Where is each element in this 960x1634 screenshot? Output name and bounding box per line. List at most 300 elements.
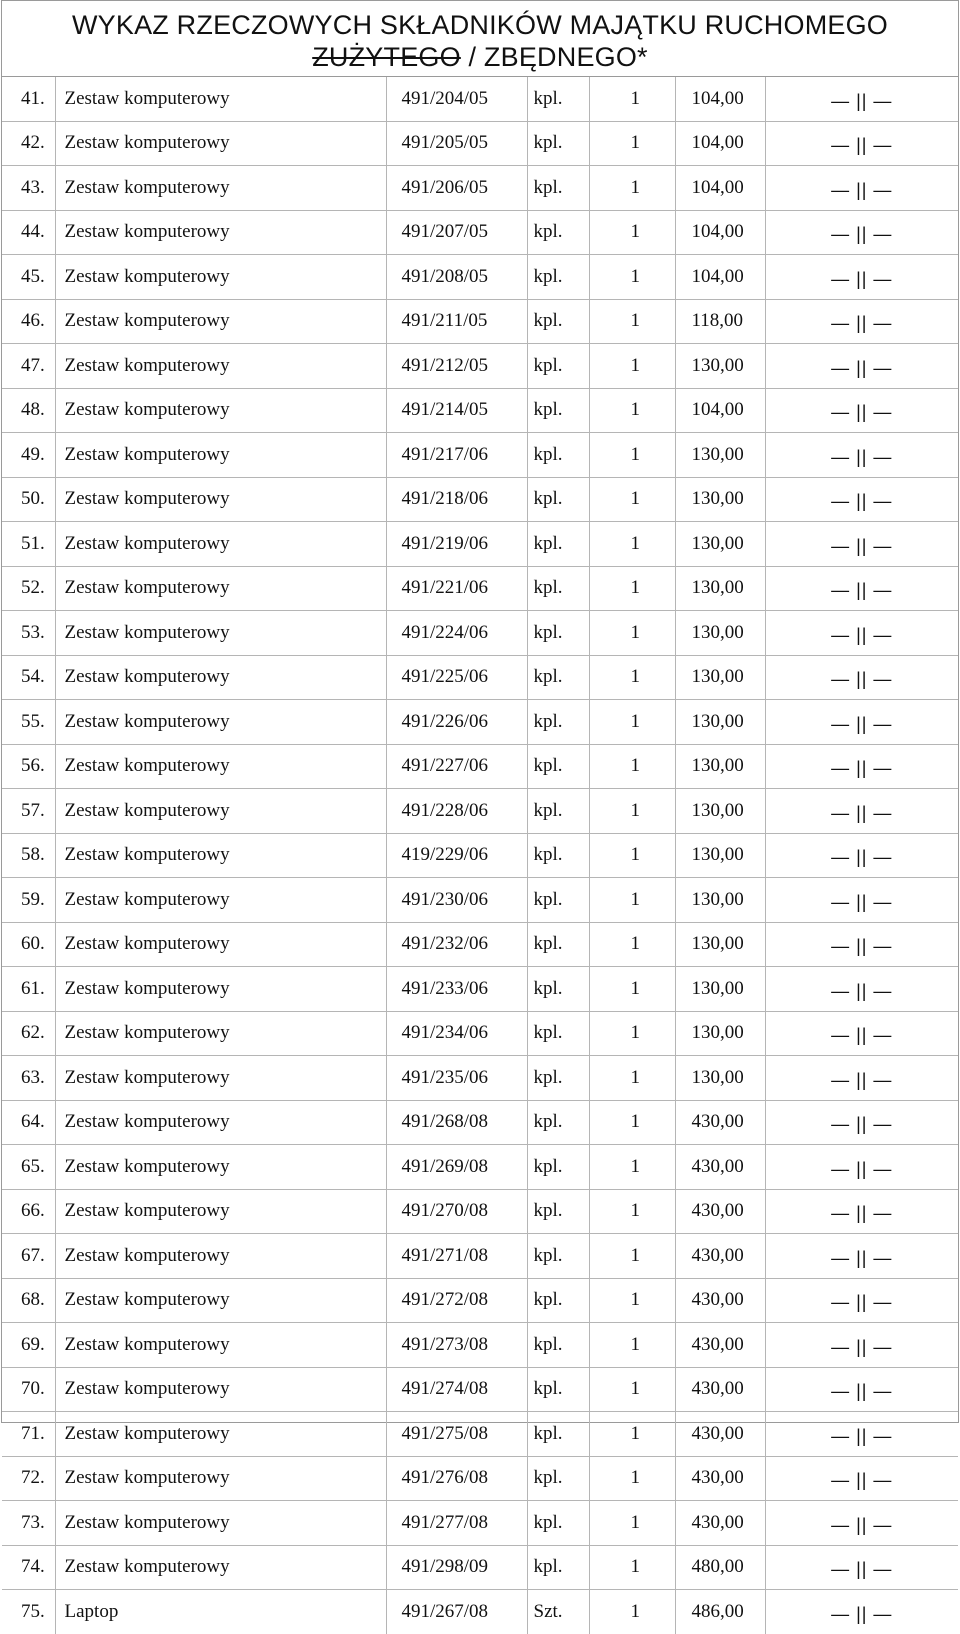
quantity: 1 (589, 1278, 675, 1323)
ditto-cell (765, 655, 958, 700)
table-row (2, 1189, 958, 1234)
table-row (2, 1145, 958, 1190)
item-value: 430,00 (675, 1501, 765, 1546)
document-title: WYKAZ RZECZOWYCH SKŁADNIKÓW MAJĄTKU RUCHOMEGO (71, 10, 889, 40)
table-row (2, 433, 958, 478)
ditto-mark: — || — (831, 179, 893, 200)
ditto-mark: — || — (831, 357, 893, 378)
row-number: 68. (2, 1278, 55, 1323)
ditto-cell (765, 1412, 958, 1457)
item-value: 104,00 (675, 388, 765, 433)
row-number: 46. (2, 299, 55, 344)
ditto-mark: — || — (831, 1025, 893, 1046)
ditto-cell (765, 1100, 958, 1145)
ditto-mark: — || — (831, 491, 893, 512)
item-name: Zestaw komputerowy (55, 922, 386, 967)
item-name: Zestaw komputerowy (55, 1100, 386, 1145)
unit-of-measure: kpl. (527, 388, 589, 433)
unit-of-measure: kpl. (527, 433, 589, 478)
inventory-number: 491/273/08 (386, 1323, 527, 1368)
ditto-cell (765, 922, 958, 967)
item-name: Zestaw komputerowy (55, 1456, 386, 1501)
table-row (2, 1456, 958, 1501)
item-name: Zestaw komputerowy (55, 1234, 386, 1279)
table-row (2, 255, 958, 300)
table-row (2, 1367, 958, 1412)
table-row (2, 1501, 958, 1546)
quantity: 1 (589, 922, 675, 967)
ditto-cell (765, 1456, 958, 1501)
table-row (2, 210, 958, 255)
unit-of-measure: kpl. (527, 1412, 589, 1457)
ditto-cell (765, 388, 958, 433)
unit-of-measure: kpl. (527, 77, 589, 121)
inventory-number: 491/211/05 (386, 299, 527, 344)
inventory-number: 491/232/06 (386, 922, 527, 967)
ditto-cell (765, 967, 958, 1012)
item-value: 130,00 (675, 566, 765, 611)
row-number: 56. (2, 744, 55, 789)
item-name: Zestaw komputerowy (55, 566, 386, 611)
inventory-number: 491/208/05 (386, 255, 527, 300)
ditto-cell (765, 1145, 958, 1190)
ditto-cell (765, 700, 958, 745)
item-name: Zestaw komputerowy (55, 789, 386, 834)
item-value: 130,00 (675, 611, 765, 656)
ditto-cell (765, 166, 958, 211)
ditto-mark: — || — (831, 1203, 893, 1224)
inventory-number: 491/298/09 (386, 1545, 527, 1590)
unit-of-measure: kpl. (527, 1011, 589, 1056)
unit-of-measure: kpl. (527, 1056, 589, 1101)
ditto-cell (765, 1011, 958, 1056)
item-name: Zestaw komputerowy (55, 121, 386, 166)
row-number: 72. (2, 1456, 55, 1501)
item-name: Zestaw komputerowy (55, 255, 386, 300)
item-value: 480,00 (675, 1545, 765, 1590)
item-name: Zestaw komputerowy (55, 1145, 386, 1190)
ditto-mark: — || — (831, 847, 893, 868)
ditto-cell (765, 1367, 958, 1412)
quantity: 1 (589, 121, 675, 166)
quantity: 1 (589, 700, 675, 745)
inventory-number: 491/234/06 (386, 1011, 527, 1056)
unit-of-measure: kpl. (527, 789, 589, 834)
ditto-cell (765, 1234, 958, 1279)
row-number: 74. (2, 1545, 55, 1590)
item-value: 130,00 (675, 878, 765, 923)
unit-of-measure: kpl. (527, 121, 589, 166)
item-value: 130,00 (675, 344, 765, 389)
quantity: 1 (589, 210, 675, 255)
unit-of-measure: kpl. (527, 1278, 589, 1323)
table-row (2, 1590, 958, 1634)
inventory-number: 491/267/08 (386, 1590, 527, 1634)
row-number: 64. (2, 1100, 55, 1145)
inventory-number: 491/214/05 (386, 388, 527, 433)
inventory-number: 491/225/06 (386, 655, 527, 700)
inventory-number: 491/205/05 (386, 121, 527, 166)
ditto-mark: — || — (831, 224, 893, 245)
item-name: Zestaw komputerowy (55, 1412, 386, 1457)
row-number: 71. (2, 1412, 55, 1457)
inventory-number: 491/235/06 (386, 1056, 527, 1101)
item-value: 104,00 (675, 77, 765, 121)
unit-of-measure: kpl. (527, 611, 589, 656)
ditto-cell (765, 299, 958, 344)
row-number: 65. (2, 1145, 55, 1190)
ditto-cell (765, 433, 958, 478)
table-row (2, 1011, 958, 1056)
item-name: Zestaw komputerowy (55, 166, 386, 211)
asset-table-body (2, 77, 958, 1634)
ditto-cell (765, 344, 958, 389)
quantity: 1 (589, 388, 675, 433)
inventory-number: 491/233/06 (386, 967, 527, 1012)
ditto-cell (765, 1545, 958, 1590)
table-row (2, 522, 958, 567)
unit-of-measure: kpl. (527, 922, 589, 967)
item-name: Zestaw komputerowy (55, 1189, 386, 1234)
table-row (2, 789, 958, 834)
item-value: 430,00 (675, 1145, 765, 1190)
row-number: 47. (2, 344, 55, 389)
unit-of-measure: kpl. (527, 299, 589, 344)
ditto-mark: — || — (831, 1292, 893, 1313)
item-value: 430,00 (675, 1323, 765, 1368)
unit-of-measure: kpl. (527, 344, 589, 389)
ditto-mark: — || — (831, 1603, 893, 1624)
ditto-cell (765, 1189, 958, 1234)
inventory-number: 491/228/06 (386, 789, 527, 834)
unit-of-measure: kpl. (527, 477, 589, 522)
row-number: 67. (2, 1234, 55, 1279)
item-value: 430,00 (675, 1456, 765, 1501)
quantity: 1 (589, 655, 675, 700)
item-name: Zestaw komputerowy (55, 833, 386, 878)
row-number: 55. (2, 700, 55, 745)
inventory-number: 491/270/08 (386, 1189, 527, 1234)
ditto-mark: — || — (831, 1514, 893, 1535)
inventory-number: 491/217/06 (386, 433, 527, 478)
inventory-number: 491/268/08 (386, 1100, 527, 1145)
item-value: 104,00 (675, 121, 765, 166)
row-number: 51. (2, 522, 55, 567)
quantity: 1 (589, 1145, 675, 1190)
ditto-cell (765, 522, 958, 567)
row-number: 43. (2, 166, 55, 211)
struck-word: ZUŻYTEGO (312, 42, 461, 72)
ditto-mark: — || — (831, 713, 893, 734)
quantity: 1 (589, 611, 675, 656)
quantity: 1 (589, 1412, 675, 1457)
row-number: 45. (2, 255, 55, 300)
item-value: 130,00 (675, 1011, 765, 1056)
table-row (2, 1323, 958, 1368)
ditto-mark: — || — (831, 891, 893, 912)
subtitle-rest: / ZBĘDNEGO* (460, 42, 648, 72)
quantity: 1 (589, 477, 675, 522)
inventory-number: 491/230/06 (386, 878, 527, 923)
row-number: 75. (2, 1590, 55, 1634)
item-value: 130,00 (675, 655, 765, 700)
ditto-mark: — || — (831, 1470, 893, 1491)
ditto-mark: — || — (831, 1247, 893, 1268)
table-row (2, 77, 958, 121)
item-name: Zestaw komputerowy (55, 77, 386, 121)
ditto-mark: — || — (831, 1559, 893, 1580)
ditto-mark: — || — (831, 135, 893, 156)
table-row (2, 299, 958, 344)
ditto-cell (765, 611, 958, 656)
ditto-mark: — || — (831, 1114, 893, 1135)
row-number: 41. (2, 77, 55, 121)
ditto-cell (765, 1323, 958, 1368)
ditto-mark: — || — (831, 1069, 893, 1090)
row-number: 62. (2, 1011, 55, 1056)
row-number: 69. (2, 1323, 55, 1368)
row-number: 49. (2, 433, 55, 478)
ditto-mark: — || — (831, 802, 893, 823)
ditto-mark: — || — (831, 446, 893, 467)
unit-of-measure: kpl. (527, 967, 589, 1012)
item-name: Zestaw komputerowy (55, 477, 386, 522)
item-name: Zestaw komputerowy (55, 433, 386, 478)
quantity: 1 (589, 299, 675, 344)
inventory-number: 491/212/05 (386, 344, 527, 389)
table-row (2, 1278, 958, 1323)
quantity: 1 (589, 1234, 675, 1279)
unit-of-measure: kpl. (527, 1545, 589, 1590)
item-value: 104,00 (675, 255, 765, 300)
item-name: Zestaw komputerowy (55, 744, 386, 789)
item-name: Zestaw komputerowy (55, 210, 386, 255)
row-number: 57. (2, 789, 55, 834)
item-value: 430,00 (675, 1412, 765, 1457)
table-row (2, 388, 958, 433)
unit-of-measure: kpl. (527, 744, 589, 789)
quantity: 1 (589, 833, 675, 878)
inventory-number: 491/207/05 (386, 210, 527, 255)
table-row (2, 477, 958, 522)
unit-of-measure: kpl. (527, 522, 589, 567)
item-value: 130,00 (675, 789, 765, 834)
inventory-number: 491/276/08 (386, 1456, 527, 1501)
row-number: 54. (2, 655, 55, 700)
ditto-cell (765, 1056, 958, 1101)
ditto-mark: — || — (831, 580, 893, 601)
row-number: 44. (2, 210, 55, 255)
inventory-number: 491/219/06 (386, 522, 527, 567)
row-number: 73. (2, 1501, 55, 1546)
item-value: 130,00 (675, 744, 765, 789)
row-number: 52. (2, 566, 55, 611)
unit-of-measure: kpl. (527, 1501, 589, 1546)
quantity: 1 (589, 1100, 675, 1145)
quantity: 1 (589, 878, 675, 923)
item-value: 430,00 (675, 1189, 765, 1234)
item-value: 430,00 (675, 1234, 765, 1279)
table-row (2, 566, 958, 611)
ditto-mark: — || — (831, 936, 893, 957)
table-row (2, 700, 958, 745)
table-row (2, 611, 958, 656)
unit-of-measure: Szt. (527, 1590, 589, 1634)
ditto-mark: — || — (831, 758, 893, 779)
quantity: 1 (589, 433, 675, 478)
unit-of-measure: kpl. (527, 1456, 589, 1501)
quantity: 1 (589, 1056, 675, 1101)
ditto-cell (765, 77, 958, 121)
table-row (2, 655, 958, 700)
ditto-mark: — || — (831, 1381, 893, 1402)
table-row (2, 1100, 958, 1145)
ditto-cell (765, 566, 958, 611)
quantity: 1 (589, 744, 675, 789)
table-row (2, 744, 958, 789)
quantity: 1 (589, 255, 675, 300)
item-name: Zestaw komputerowy (55, 388, 386, 433)
ditto-mark: — || — (831, 669, 893, 690)
unit-of-measure: kpl. (527, 255, 589, 300)
item-value: 430,00 (675, 1367, 765, 1412)
ditto-cell (765, 878, 958, 923)
inventory-number: 491/274/08 (386, 1367, 527, 1412)
ditto-cell (765, 1501, 958, 1546)
ditto-cell (765, 1278, 958, 1323)
row-number: 58. (2, 833, 55, 878)
ditto-cell (765, 833, 958, 878)
ditto-mark: — || — (831, 313, 893, 334)
quantity: 1 (589, 344, 675, 389)
ditto-cell (765, 255, 958, 300)
unit-of-measure: kpl. (527, 1189, 589, 1234)
quantity: 1 (589, 522, 675, 567)
item-value: 104,00 (675, 166, 765, 211)
item-name: Laptop (55, 1590, 386, 1634)
ditto-cell (765, 744, 958, 789)
unit-of-measure: kpl. (527, 1234, 589, 1279)
quantity: 1 (589, 1545, 675, 1590)
unit-of-measure: kpl. (527, 1367, 589, 1412)
ditto-mark: — || — (831, 1425, 893, 1446)
item-value: 130,00 (675, 833, 765, 878)
item-value: 130,00 (675, 1056, 765, 1101)
item-name: Zestaw komputerowy (55, 967, 386, 1012)
quantity: 1 (589, 1367, 675, 1412)
inventory-number: 491/218/06 (386, 477, 527, 522)
unit-of-measure: kpl. (527, 566, 589, 611)
item-value: 130,00 (675, 522, 765, 567)
row-number: 53. (2, 611, 55, 656)
row-number: 48. (2, 388, 55, 433)
inventory-number: 491/226/06 (386, 700, 527, 745)
ditto-mark: — || — (831, 268, 893, 289)
item-name: Zestaw komputerowy (55, 1278, 386, 1323)
quantity: 1 (589, 789, 675, 834)
item-value: 130,00 (675, 700, 765, 745)
inventory-number: 491/224/06 (386, 611, 527, 656)
row-number: 66. (2, 1189, 55, 1234)
table-row (2, 121, 958, 166)
ditto-mark: — || — (831, 402, 893, 423)
ditto-mark: — || — (831, 980, 893, 1001)
document-header (2, 1, 958, 77)
ditto-mark: — || — (831, 624, 893, 645)
ditto-mark: — || — (831, 1158, 893, 1179)
inventory-number: 491/221/06 (386, 566, 527, 611)
row-number: 59. (2, 878, 55, 923)
table-row (2, 1412, 958, 1457)
ditto-mark: — || — (831, 1336, 893, 1357)
item-name: Zestaw komputerowy (55, 299, 386, 344)
unit-of-measure: kpl. (527, 210, 589, 255)
table-row (2, 344, 958, 389)
item-value: 430,00 (675, 1100, 765, 1145)
quantity: 1 (589, 967, 675, 1012)
item-value: 130,00 (675, 433, 765, 478)
inventory-number: 491/227/06 (386, 744, 527, 789)
item-name: Zestaw komputerowy (55, 1545, 386, 1590)
item-name: Zestaw komputerowy (55, 611, 386, 656)
row-number: 70. (2, 1367, 55, 1412)
table-row (2, 1234, 958, 1279)
quantity: 1 (589, 566, 675, 611)
item-name: Zestaw komputerowy (55, 1011, 386, 1056)
quantity: 1 (589, 1456, 675, 1501)
table-row (2, 833, 958, 878)
quantity: 1 (589, 166, 675, 211)
quantity: 1 (589, 1323, 675, 1368)
table-row (2, 1545, 958, 1590)
item-name: Zestaw komputerowy (55, 1056, 386, 1101)
inventory-number: 491/277/08 (386, 1501, 527, 1546)
item-value: 118,00 (675, 299, 765, 344)
item-name: Zestaw komputerowy (55, 344, 386, 389)
row-number: 60. (2, 922, 55, 967)
item-value: 130,00 (675, 477, 765, 522)
table-row (2, 166, 958, 211)
item-value: 104,00 (675, 210, 765, 255)
item-name: Zestaw komputerowy (55, 1323, 386, 1368)
item-value: 486,00 (675, 1590, 765, 1634)
item-name: Zestaw komputerowy (55, 1367, 386, 1412)
document-subtitle (2, 41, 958, 73)
row-number: 61. (2, 967, 55, 1012)
asset-table (2, 77, 958, 1634)
table-row (2, 1056, 958, 1101)
quantity: 1 (589, 77, 675, 121)
inventory-number: 491/206/05 (386, 166, 527, 211)
item-value: 130,00 (675, 967, 765, 1012)
item-name: Zestaw komputerowy (55, 1501, 386, 1546)
ditto-mark: — || — (831, 90, 893, 111)
unit-of-measure: kpl. (527, 1323, 589, 1368)
table-row (2, 878, 958, 923)
quantity: 1 (589, 1590, 675, 1634)
ditto-cell (765, 210, 958, 255)
item-value: 130,00 (675, 922, 765, 967)
inventory-number: 491/275/08 (386, 1412, 527, 1457)
item-name: Zestaw komputerowy (55, 655, 386, 700)
document-page (1, 0, 959, 1624)
ditto-cell (765, 1590, 958, 1634)
unit-of-measure: kpl. (527, 655, 589, 700)
inventory-number: 491/204/05 (386, 77, 527, 121)
quantity: 1 (589, 1501, 675, 1546)
item-value: 430,00 (675, 1278, 765, 1323)
ditto-mark: — || — (831, 535, 893, 556)
